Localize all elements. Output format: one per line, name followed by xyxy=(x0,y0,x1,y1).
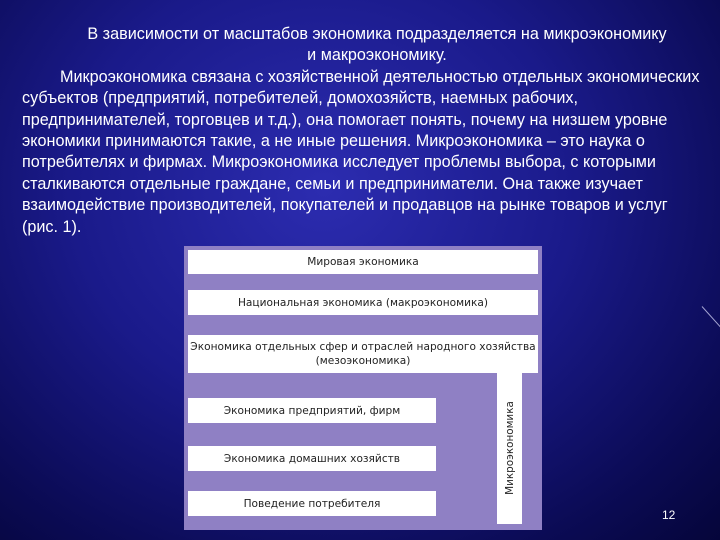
level-household-economy: Экономика домашних хозяйств xyxy=(188,446,436,471)
level-consumer-behavior: Поведение потребителя xyxy=(188,491,436,516)
title-line-2: и макроэкономику. xyxy=(307,46,447,65)
level-enterprise-economy: Экономика предприятий, фирм xyxy=(188,398,436,423)
decorative-line xyxy=(702,306,720,329)
level-meso-economy: Экономика отдельных сфер и отраслей народного хозяйства (мезоэкономика) xyxy=(188,335,538,373)
body-paragraph: Микроэкономика связана с хозяйственной деятельностью отдельных экономических субъектов (предприятий, потребителей, домохозяйств, наемных рабочих, предпринимателей, торговцев и т.д.), она помогает понять, почему на низшем уровне экономики принимаются такие, а не иные решения. Микроэкономика – это наука о потребителях и фирмах. Микроэкономика исследует проблемы выбора, с которыми сталкиваются отдельные граждане, семьи и предприниматели. Она также изучает взаимодействие производителей, покупателей и продавцов на рынке товаров и услуг (рис. 1). xyxy=(22,67,700,236)
slide-text xyxy=(22,24,702,238)
level-world-economy: Мировая экономика xyxy=(188,250,538,274)
economy-levels-diagram xyxy=(184,246,542,530)
title-line-1: В зависимости от масштабов экономика подразделяется на микроэкономику xyxy=(87,25,667,43)
page-number: 12 xyxy=(662,508,676,522)
microeconomics-side-label xyxy=(497,372,522,524)
microeconomics-side-label-text: Микроэкономика xyxy=(503,401,516,495)
level-national-economy: Национальная экономика (макроэкономика) xyxy=(188,290,538,315)
